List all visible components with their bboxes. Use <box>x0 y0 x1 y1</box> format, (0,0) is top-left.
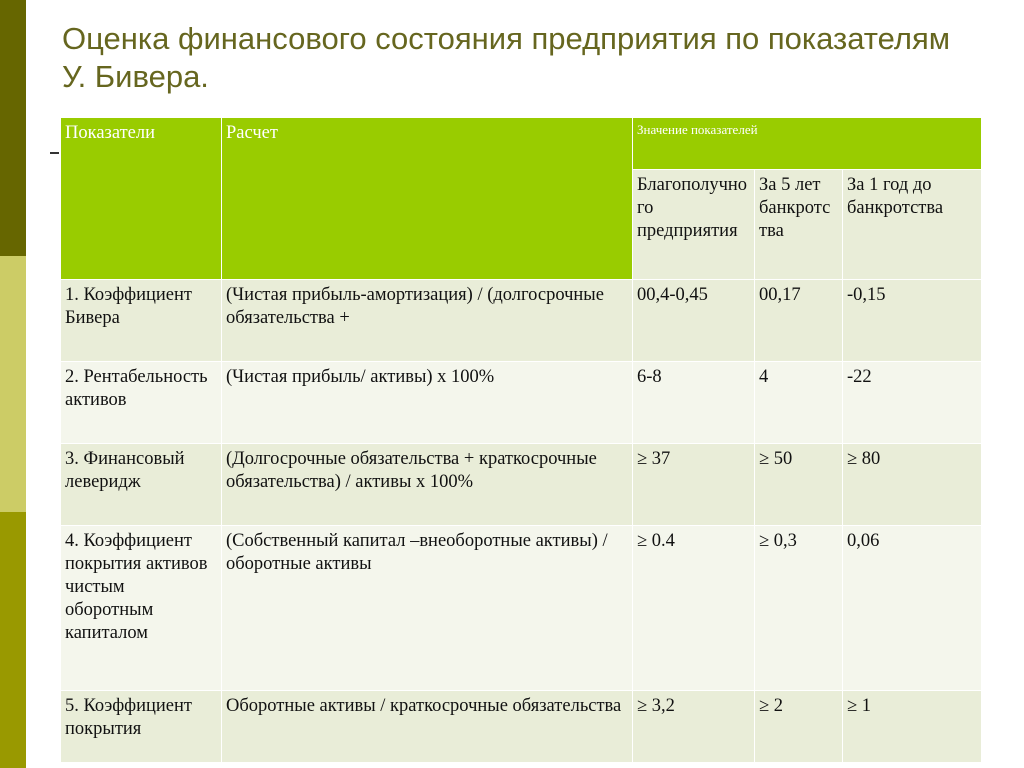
cell-healthy: 6-8 <box>633 362 755 444</box>
cell-calculation: (Чистая прибыль/ активы) х 100% <box>222 362 633 444</box>
cell-calculation: Оборотные активы / краткосрочные обязательства <box>222 691 633 763</box>
header-values-group: Значение показателей <box>633 118 982 170</box>
decor-band-light <box>0 256 26 512</box>
cell-five-years: ≥ 2 <box>755 691 843 763</box>
decor-dash <box>50 152 59 154</box>
decor-band-mid <box>0 512 26 768</box>
header-one-year: За 1 год до банкротства <box>843 170 982 280</box>
cell-calculation: (Собственный капитал –внеоборотные активы) / оборотные активы <box>222 526 633 691</box>
beaver-indicators-table <box>60 117 982 763</box>
cell-five-years: 4 <box>755 362 843 444</box>
slide-title: Оценка финансового состояния предприятия по показателям У. Бивера. <box>62 21 951 94</box>
cell-one-year: -22 <box>843 362 982 444</box>
table-row <box>61 691 982 763</box>
cell-healthy: ≥ 37 <box>633 444 755 526</box>
table-row <box>61 280 982 362</box>
header-calculation: Расчет <box>222 118 633 280</box>
table-row <box>61 362 982 444</box>
cell-one-year: ≥ 80 <box>843 444 982 526</box>
cell-five-years: 00,17 <box>755 280 843 362</box>
cell-healthy: ≥ 0.4 <box>633 526 755 691</box>
cell-indicator: 3. Финансовый леверидж <box>61 444 222 526</box>
header-five-years: За 5 лет банкротства <box>755 170 843 280</box>
cell-indicator: 2. Рентабельность активов <box>61 362 222 444</box>
cell-calculation: (Чистая прибыль-амортизация) / (долгосрочные обязательства + <box>222 280 633 362</box>
cell-five-years: ≥ 0,3 <box>755 526 843 691</box>
cell-indicator: 4. Коэффициент покрытия активов чистым оборотным капиталом <box>61 526 222 691</box>
table-row <box>61 444 982 526</box>
cell-healthy: ≥ 3,2 <box>633 691 755 763</box>
cell-five-years: ≥ 50 <box>755 444 843 526</box>
decor-band-dark <box>0 0 26 256</box>
cell-calculation: (Долгосрочные обязательства + краткосрочные обязательства) / активы х 100% <box>222 444 633 526</box>
cell-one-year: -0,15 <box>843 280 982 362</box>
cell-healthy: 00,4-0,45 <box>633 280 755 362</box>
cell-indicator: 5. Коэффициент покрытия <box>61 691 222 763</box>
header-healthy: Благополучного предприятия <box>633 170 755 280</box>
header-indicators: Показатели <box>61 118 222 280</box>
cell-one-year: 0,06 <box>843 526 982 691</box>
cell-one-year: ≥ 1 <box>843 691 982 763</box>
table-row <box>61 526 982 691</box>
cell-indicator: 1. Коэффициент Бивера <box>61 280 222 362</box>
